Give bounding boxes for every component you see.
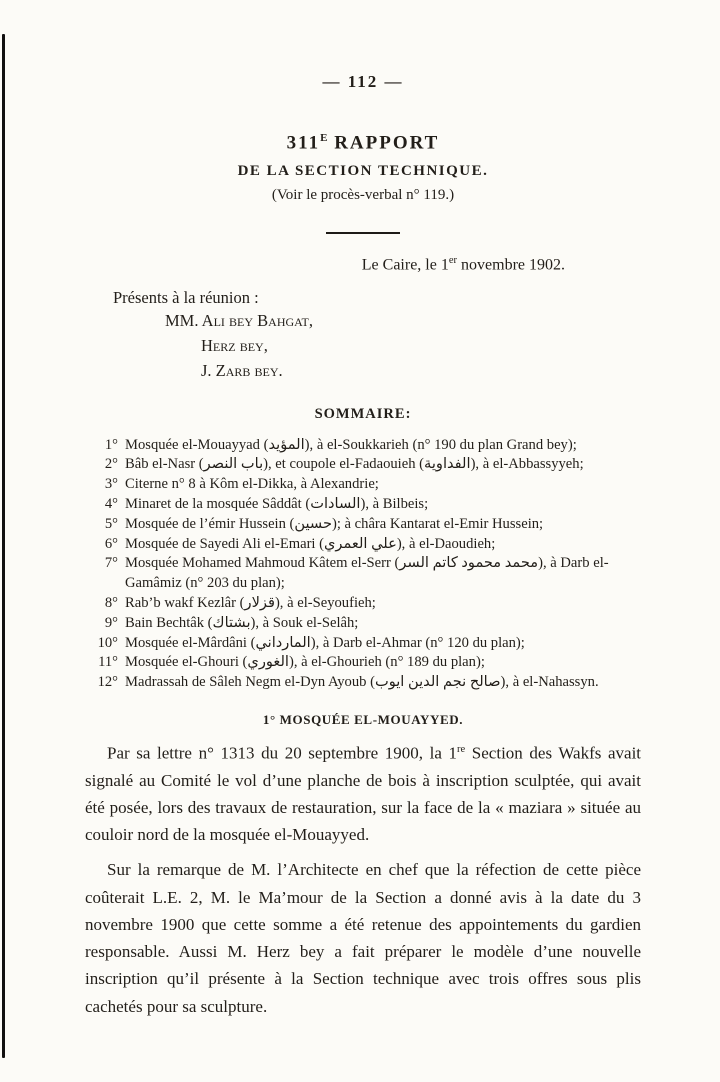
sommaire-item bbox=[85, 455, 641, 475]
dateline-pre: Le Caire, le 1 bbox=[361, 256, 449, 274]
sommaire-item-number: 8° bbox=[104, 595, 118, 612]
paragraph-text: Section des Wakfs avait signalé au Comité le vol d’une planche de bois à inscription sculptée, qui avait été posée, lors des travaux de restauration, sur la face de la « maziara » située au couloir nord de la mosquée el-Mouayyed. bbox=[85, 743, 642, 845]
sommaire-item-text: Madrassah de Sâleh Negm el-Dyn Ayoub (صالح نجم الدين ايوب), à el-Nahassyn. bbox=[125, 674, 599, 691]
page-number: — 112 — bbox=[322, 72, 404, 91]
report-title-ordinal: E bbox=[320, 132, 328, 144]
sommaire-item-text: Citerne n° 8 à Kôm el-Dikka, à Alexandrie; bbox=[125, 476, 379, 493]
sommaire-item-number: 6° bbox=[104, 535, 118, 552]
report-title-text: RAPPORT bbox=[327, 132, 440, 154]
dateline-ordinal: er bbox=[448, 255, 458, 267]
sommaire-item-number: 11° bbox=[98, 654, 118, 671]
sommaire-item-number: 3° bbox=[104, 476, 118, 493]
attendee: Herz bey, bbox=[201, 335, 268, 355]
sommaire-item-text: Mosquée el-Mârdâni (المارداني), à Darb el-Ahmar (n° 120 du plan); bbox=[125, 634, 525, 651]
sommaire-item-text: Mosquée de Sayedi Ali el-Emari (علي العمري), à el-Daoudieh; bbox=[125, 535, 496, 552]
attendee: J. Zarb bey. bbox=[201, 360, 283, 380]
sommaire-item-number: 4° bbox=[104, 496, 118, 513]
sommaire-item-text: Mosquée el-Mouayyad (المؤيد), à el-Soukkarieh (n° 190 du plan Grand bey); bbox=[125, 436, 577, 453]
attendance-intro: Présents à la réunion : bbox=[113, 287, 259, 307]
sommaire-list bbox=[85, 436, 641, 693]
sommaire-item bbox=[85, 554, 641, 594]
sommaire-item-text: Bain Bechtâk (بشتاك), à Souk el-Selâh; bbox=[125, 614, 359, 631]
sommaire-item bbox=[85, 653, 641, 673]
sommaire-item-text: Mosquée Mohamed Mahmoud Kâtem el-Serr (محمد محمود كاتم السر), à Darb el-Gamâmiz (n° 203 du plan); bbox=[125, 555, 609, 592]
sommaire-item-number: 5° bbox=[104, 515, 118, 532]
paragraph-ordinal: re bbox=[457, 744, 466, 756]
sommaire-heading: SOMMAIRE: bbox=[314, 405, 412, 422]
sommaire-item bbox=[85, 634, 641, 654]
body-paragraph bbox=[85, 736, 641, 848]
scan-edge-line bbox=[2, 34, 5, 1058]
sommaire-item bbox=[85, 535, 641, 555]
sommaire-item bbox=[85, 515, 641, 535]
sommaire-item-number: 10° bbox=[97, 634, 118, 651]
paragraph-text: Par sa lettre n° 1313 du 20 septembre 1900, la 1 bbox=[107, 743, 458, 763]
attendee: MM. Ali bey Bahgat, bbox=[165, 310, 313, 330]
sommaire-item bbox=[85, 594, 641, 614]
sommaire-item-text: Mosquée de l’émir Hussein (حسين); à châra Kantarat el-Emir Hussein; bbox=[125, 515, 544, 532]
sommaire-item-text: Minaret de la mosquée Sâddât (السادات), à Bilbeis; bbox=[125, 496, 429, 513]
divider-rule bbox=[326, 232, 400, 234]
page-content bbox=[85, 0, 641, 1020]
sommaire-item bbox=[85, 436, 641, 456]
sommaire-item-number: 1° bbox=[104, 436, 118, 453]
sommaire-item-text: Rab’b wakf Kezlâr (قزلار), à el-Seyoufieh; bbox=[125, 595, 376, 612]
sommaire-item bbox=[85, 673, 641, 693]
report-reference-note: (Voir le procès-verbal n° 119.) bbox=[271, 187, 455, 204]
sommaire-item bbox=[85, 475, 641, 495]
sommaire-item-number: 7° bbox=[104, 555, 118, 572]
dateline-post: novembre 1902. bbox=[457, 256, 565, 274]
sommaire-item-text: Mosquée el-Ghouri (الغوري), à el-Ghourieh (n° 189 du plan); bbox=[125, 654, 485, 671]
body-paragraph: Sur la remarque de M. l’Architecte en chef que la réfection de cette pièce coûterait L.E. 2, M. le Ma’mour de la Section a donné avis à la date du 3 novembre 1900 que cette somme a été retenue des appointements du gardien responsable. Aussi M. Herz bey a fait préparer le modèle d’une nouvelle inscription qu’il présente à la Section technique avec trois offres sous plis cachetés pour sa sculpture. bbox=[85, 860, 641, 1016]
sommaire-item-text: Bâb el-Nasr (باب النصر), et coupole el-Fadaouieh (الفداوية), à el-Abbassyyeh; bbox=[125, 456, 584, 473]
report-title bbox=[85, 132, 641, 154]
report-subtitle: DE LA SECTION TECHNIQUE. bbox=[237, 163, 489, 180]
report-title-number: 311 bbox=[286, 132, 321, 154]
sommaire-item-number: 12° bbox=[97, 674, 118, 691]
sommaire-item-number: 2° bbox=[104, 456, 118, 473]
attendance-list bbox=[85, 308, 641, 383]
sommaire-item bbox=[85, 495, 641, 515]
dateline bbox=[85, 255, 641, 274]
section-heading: 1° MOSQUÉE EL-MOUAYYED. bbox=[262, 712, 464, 728]
sommaire-item bbox=[85, 614, 641, 634]
sommaire-item-number: 9° bbox=[104, 614, 118, 631]
